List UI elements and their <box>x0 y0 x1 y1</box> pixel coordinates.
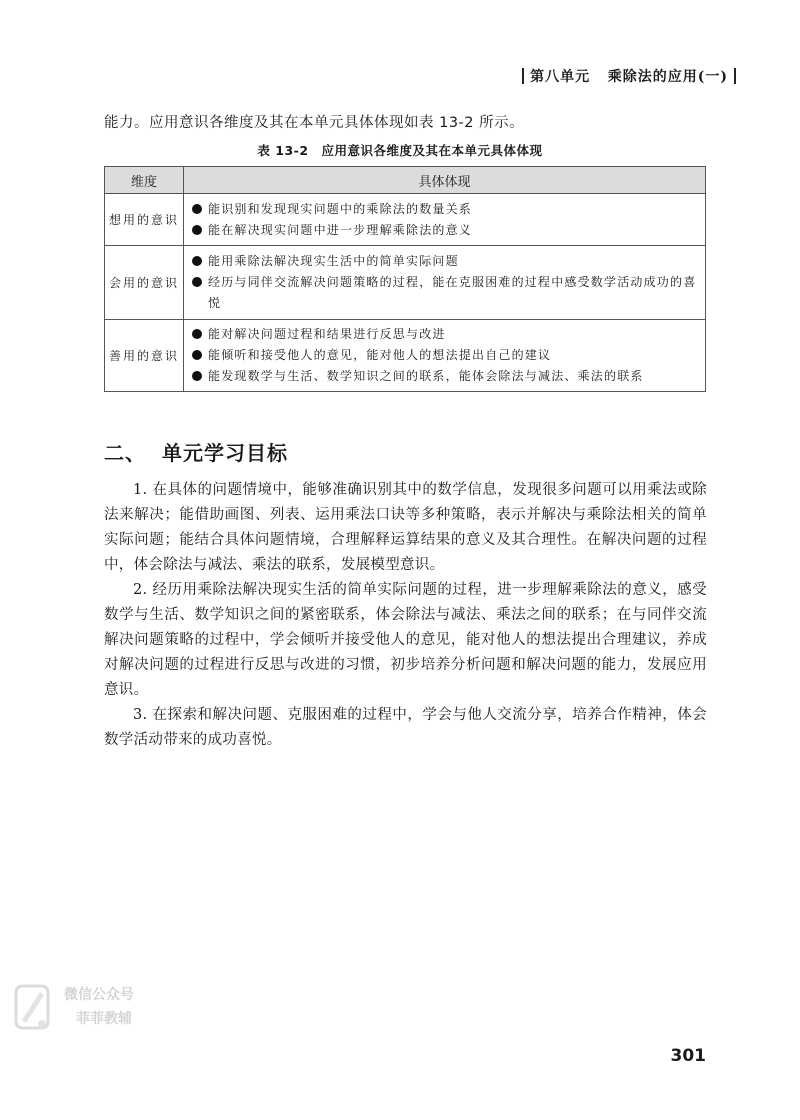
table-row <box>105 246 706 320</box>
header-dimension: 维度 <box>105 167 184 194</box>
section-heading <box>104 437 288 466</box>
row-dimension: 善用的意识 <box>105 320 184 392</box>
header-divider-right <box>734 68 736 84</box>
running-header <box>516 66 742 86</box>
header-title: 乘除法的应用(一) <box>607 69 728 85</box>
list-item: 经历与同伴交流解决问题策略的过程，能在克服困难的过程中感受数学活动成功的喜悦 <box>192 272 697 314</box>
table-row <box>105 320 706 392</box>
paragraph: 3. 在探索和解决问题、克服困难的过程中，学会与他人交流分享，培养合作精神，体会数学活动带来的成功喜悦。 <box>104 707 707 748</box>
list-item: 能在解决现实问题中进一步理解乘除法的意义 <box>192 220 697 241</box>
bullet-icon <box>192 277 202 287</box>
pencil-logo-icon <box>12 980 52 1034</box>
header-divider-left <box>522 68 524 84</box>
bullet-icon <box>192 350 202 360</box>
list-item: 能发现数学与生活、数学知识之间的联系，能体会除法与减法、乘法的联系 <box>192 366 697 387</box>
row-items <box>184 320 706 392</box>
header-unit: 第八单元 <box>530 69 591 85</box>
row-dimension: 会用的意识 <box>105 246 184 320</box>
bullet-icon <box>192 256 202 266</box>
list-item: 能识别和发现现实问题中的乘除法的数量关系 <box>192 199 697 220</box>
section-number: 二、 <box>104 441 146 465</box>
watermark <box>12 978 162 1038</box>
row-items <box>184 246 706 320</box>
body-text <box>104 478 707 753</box>
watermark-line-2: 菲菲教辅 <box>76 1011 132 1027</box>
intro-text: 能力。应用意识各维度及其在本单元具体体现如表 13-2 所示。 <box>104 115 525 131</box>
bullet-icon <box>192 225 202 235</box>
bullet-icon <box>192 204 202 214</box>
table-caption: 表 13-2 应用意识各维度及其在本单元具体体现 <box>257 143 543 158</box>
dimensions-table <box>104 166 706 392</box>
paragraph: 1. 在具体的问题情境中，能够准确识别其中的数学信息，发现很多问题可以用乘法或除法来解决；能借助画图、列表、运用乘法口诀等多种策略，表示并解决与乘除法相关的简单实际问题；能结合具体问题情境，合理解释运算结果的意义及其合理性。在解决问题的过程中，体会除法与减法、乘法的联系，发展模型意识。 <box>104 482 707 573</box>
bullet-icon <box>192 329 202 339</box>
paragraph: 2. 经历用乘除法解决现实生活的简单实际问题的过程，进一步理解乘除法的意义，感受数学与生活、数学知识之间的紧密联系，体会除法与减法、乘法之间的联系；在与同伴交流解决问题策略的过程中，学会倾听并接受他人的意见，能对他人的想法提出合理建议，养成对解决问题的过程进行反思与改进的习惯，初步培养分析问题和解决问题的能力，发展应用意识。 <box>104 582 707 698</box>
list-item: 能倾听和接受他人的意见，能对他人的想法提出自己的建议 <box>192 345 697 366</box>
section-title: 单元学习目标 <box>162 441 288 465</box>
row-dimension: 想用的意识 <box>105 194 184 246</box>
list-item: 能用乘除法解决现实生活中的简单实际问题 <box>192 251 697 272</box>
list-item: 能对解决问题过程和结果进行反思与改进 <box>192 324 697 345</box>
row-items <box>184 194 706 246</box>
header-manifestation: 具体体现 <box>184 167 706 194</box>
watermark-line-1: 微信公众号 <box>64 987 134 1003</box>
table-row <box>105 194 706 246</box>
page-number: 301 <box>670 1046 706 1066</box>
table-header-row <box>105 167 706 194</box>
bullet-icon <box>192 371 202 381</box>
